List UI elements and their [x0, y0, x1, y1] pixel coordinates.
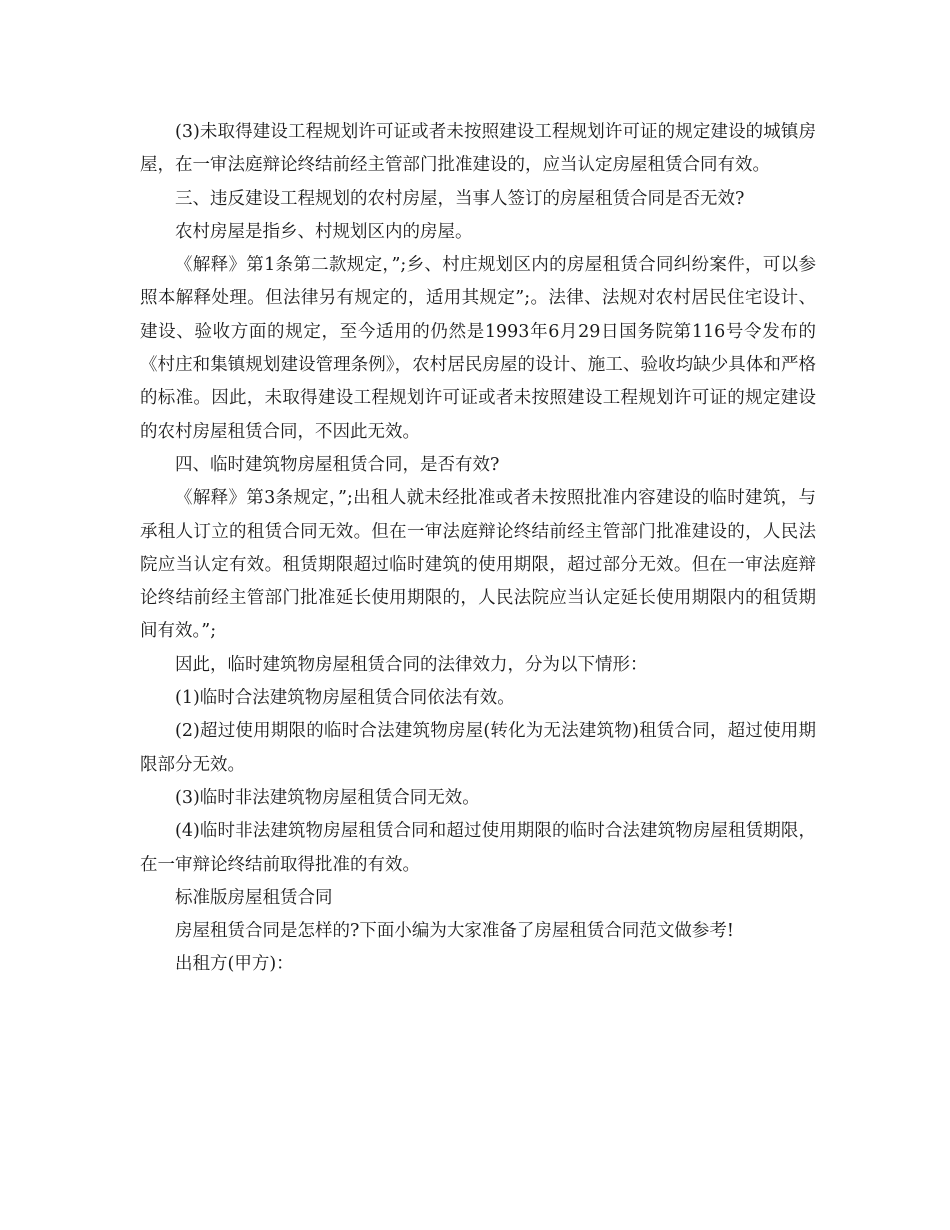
paragraph-legal-effect-intro: 因此，临时建筑物房屋租赁合同的法律效力，分为以下情形： — [175, 654, 648, 675]
heading-section-3: 三、违反建设工程规划的农村房屋，当事人签订的房屋租赁合同是否无效? — [175, 188, 745, 209]
heading-section-4: 四、临时建筑物房屋租赁合同，是否有效? — [175, 454, 500, 475]
list-item-1: (1)临时合法建筑物房屋租赁合同依法有效。 — [175, 688, 515, 709]
paragraph-interpretation-article-3: 《解释》第3条规定，”;出租人就未经批准或者未按照批准内容建设的临时建筑，与承租人订立的租赁合同无效。但在一审法庭辩论终结前经主管部门批准建设的，人民法院应当认定有效。租赁期限超过临时建筑的使用期限，超过部分无效。但在一审法庭辩论终结前经主管部门批准延长使用期限的，人民法院应当认定延长使用期限内的租赁期间有效。”; — [140, 488, 816, 642]
paragraph-contract-intro: 房屋租赁合同是怎样的?下面小编为大家准备了房屋租赁合同范文做参考! — [175, 921, 734, 942]
list-item-4: (4)临时非法建筑物房屋租赁合同和超过使用期限的临时合法建筑物房屋租赁期限，在一审辩论终结前取得批准的有效。 — [140, 821, 816, 875]
list-item-3: (3)临时非法建筑物房屋租赁合同无效。 — [175, 787, 480, 808]
paragraph-clause-3-urban: (3)未取得建设工程规划许可证或者未按照建设工程规划许可证的规定建设的城镇房屋，在一审法庭辩论终结前经主管部门批准建设的，应当认定房屋租赁合同有效。 — [140, 122, 816, 176]
document-body — [140, 116, 816, 982]
paragraph-rural-definition: 农村房屋是指乡、村规划区内的房屋。 — [175, 221, 473, 242]
heading-standard-contract: 标准版房屋租赁合同 — [175, 887, 333, 908]
list-item-2: (2)超过使用期限的临时合法建筑物房屋(转化为无法建筑物)租赁合同，超过使用期限部分无效。 — [140, 721, 816, 775]
paragraph-interpretation-article-1: 《解释》第1条第二款规定，”;乡、村庄规划区内的房屋租赁合同纠纷案件，可以参照本解释处理。但法律另有规定的，适用其规定”;。法律、法规对农村居民住宅设计、建设、验收方面的规定，至今适用的仍然是1993年6月29日国务院第116号令发布的《村庄和集镇规划建设管理条例》，农村居民房屋的设计、施工、验收均缺少具体和严格的标准。因此，未取得建设工程规划许可证或者未按照建设工程规划许可证的规定建设的农村房屋租赁合同，不因此无效。 — [140, 255, 816, 442]
paragraph-lessor-party-a: 出租方(甲方)： — [175, 954, 294, 975]
